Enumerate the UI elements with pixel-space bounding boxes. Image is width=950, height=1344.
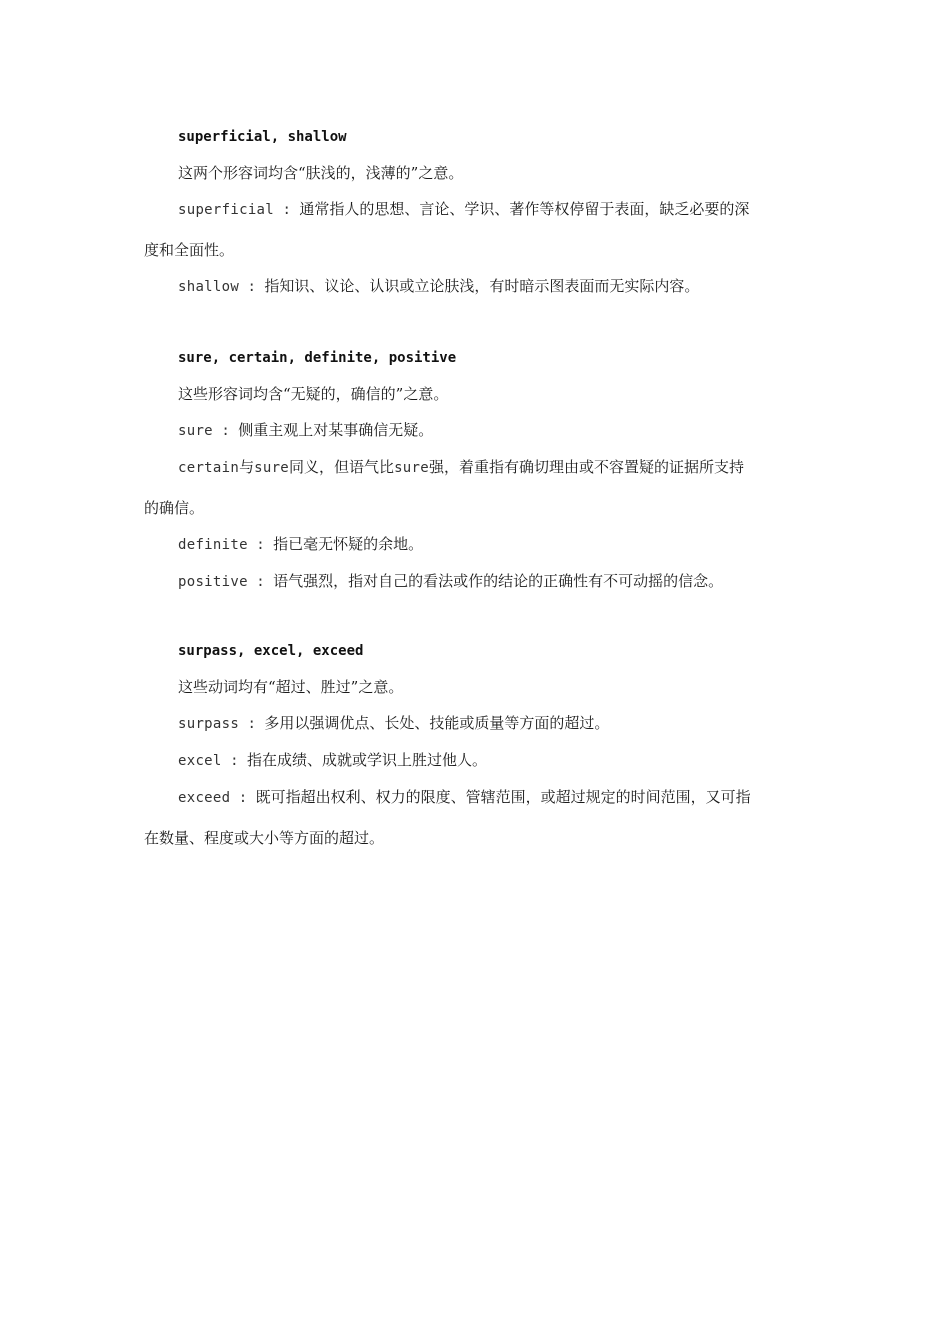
entry-term: positive xyxy=(178,574,248,590)
section-intro: 这些动词均有“超过、胜过”之意。 xyxy=(178,678,404,696)
entry-term: certain xyxy=(178,460,240,476)
entry-term: excel xyxy=(178,753,222,769)
entry-text: 同义，但语气比 xyxy=(289,458,395,476)
entry-separator: : xyxy=(247,574,274,590)
entry-definition: 侧重主观上对某事确信无疑。 xyxy=(238,421,434,439)
section-intro: 这两个形容词均含“肤浅的，浅薄的”之意。 xyxy=(178,164,464,182)
entry-definition: 语气强烈，指对自己的看法或作的结论的正确性有不可动摇的信念。 xyxy=(273,572,724,590)
entry-text: 与 xyxy=(239,458,255,476)
section-heading: surpass, excel, exceed xyxy=(178,643,364,659)
entry-shallow xyxy=(144,276,810,297)
entry-separator: : xyxy=(247,537,274,553)
entry-positive xyxy=(144,571,810,592)
section-intro: 这些形容词均含“无疑的，确信的”之意。 xyxy=(178,385,449,403)
entry-definition-continued: 在数量、程度或大小等方面的超过。 xyxy=(144,829,385,847)
entry-separator: : xyxy=(230,790,256,806)
entry-term-ref: sure xyxy=(394,460,429,476)
entry-definition: 指在成绩、成就或学识上胜过他人。 xyxy=(246,751,487,769)
entry-term: surpass xyxy=(178,716,240,732)
entry-separator: : xyxy=(221,753,247,769)
section-heading: sure, certain, definite, positive xyxy=(178,350,457,366)
entry-definition: 通常指人的思想、言论、学识、著作等权停留于表面，缺乏必要的深 xyxy=(299,200,750,218)
entry-sure xyxy=(144,420,810,441)
entry-separator: : xyxy=(212,423,239,439)
entry-definition: 指已毫无怀疑的余地。 xyxy=(273,535,424,553)
entry-term-ref: sure xyxy=(254,460,290,476)
entry-definition: 强，着重指有确切理由或不容置疑的证据所支持 xyxy=(428,458,744,476)
entry-definition: 既可指超出权利、权力的限度、管辖范围，或超过规定的时间范围，又可指 xyxy=(255,788,751,806)
entry-superficial xyxy=(144,189,810,270)
entry-separator: : xyxy=(239,716,265,732)
entry-separator: : xyxy=(274,202,300,218)
section-sure-certain-definite-positive xyxy=(144,348,810,592)
entry-definition: 指知识、议论、认识或立论肤浅，有时暗示图表面而无实际内容。 xyxy=(264,277,700,295)
entry-surpass xyxy=(144,713,810,734)
section-heading: superficial, shallow xyxy=(178,129,347,145)
section-surpass-excel-exceed xyxy=(144,641,810,858)
entry-term: definite xyxy=(178,537,248,553)
section-superficial-shallow xyxy=(144,127,810,297)
entry-term: shallow xyxy=(178,279,240,295)
entry-separator: : xyxy=(239,279,265,295)
entry-term: exceed xyxy=(178,790,231,806)
entry-term: sure xyxy=(178,423,213,439)
entry-certain xyxy=(144,447,810,528)
entry-term: superficial xyxy=(178,202,275,218)
entry-definition-continued: 的确信。 xyxy=(144,499,205,517)
entry-definite xyxy=(144,534,810,555)
entry-excel xyxy=(144,750,810,771)
entry-definition: 多用以强调优点、长处、技能或质量等方面的超过。 xyxy=(264,714,610,732)
entry-exceed xyxy=(144,777,810,858)
entry-definition-continued: 度和全面性。 xyxy=(144,241,235,259)
